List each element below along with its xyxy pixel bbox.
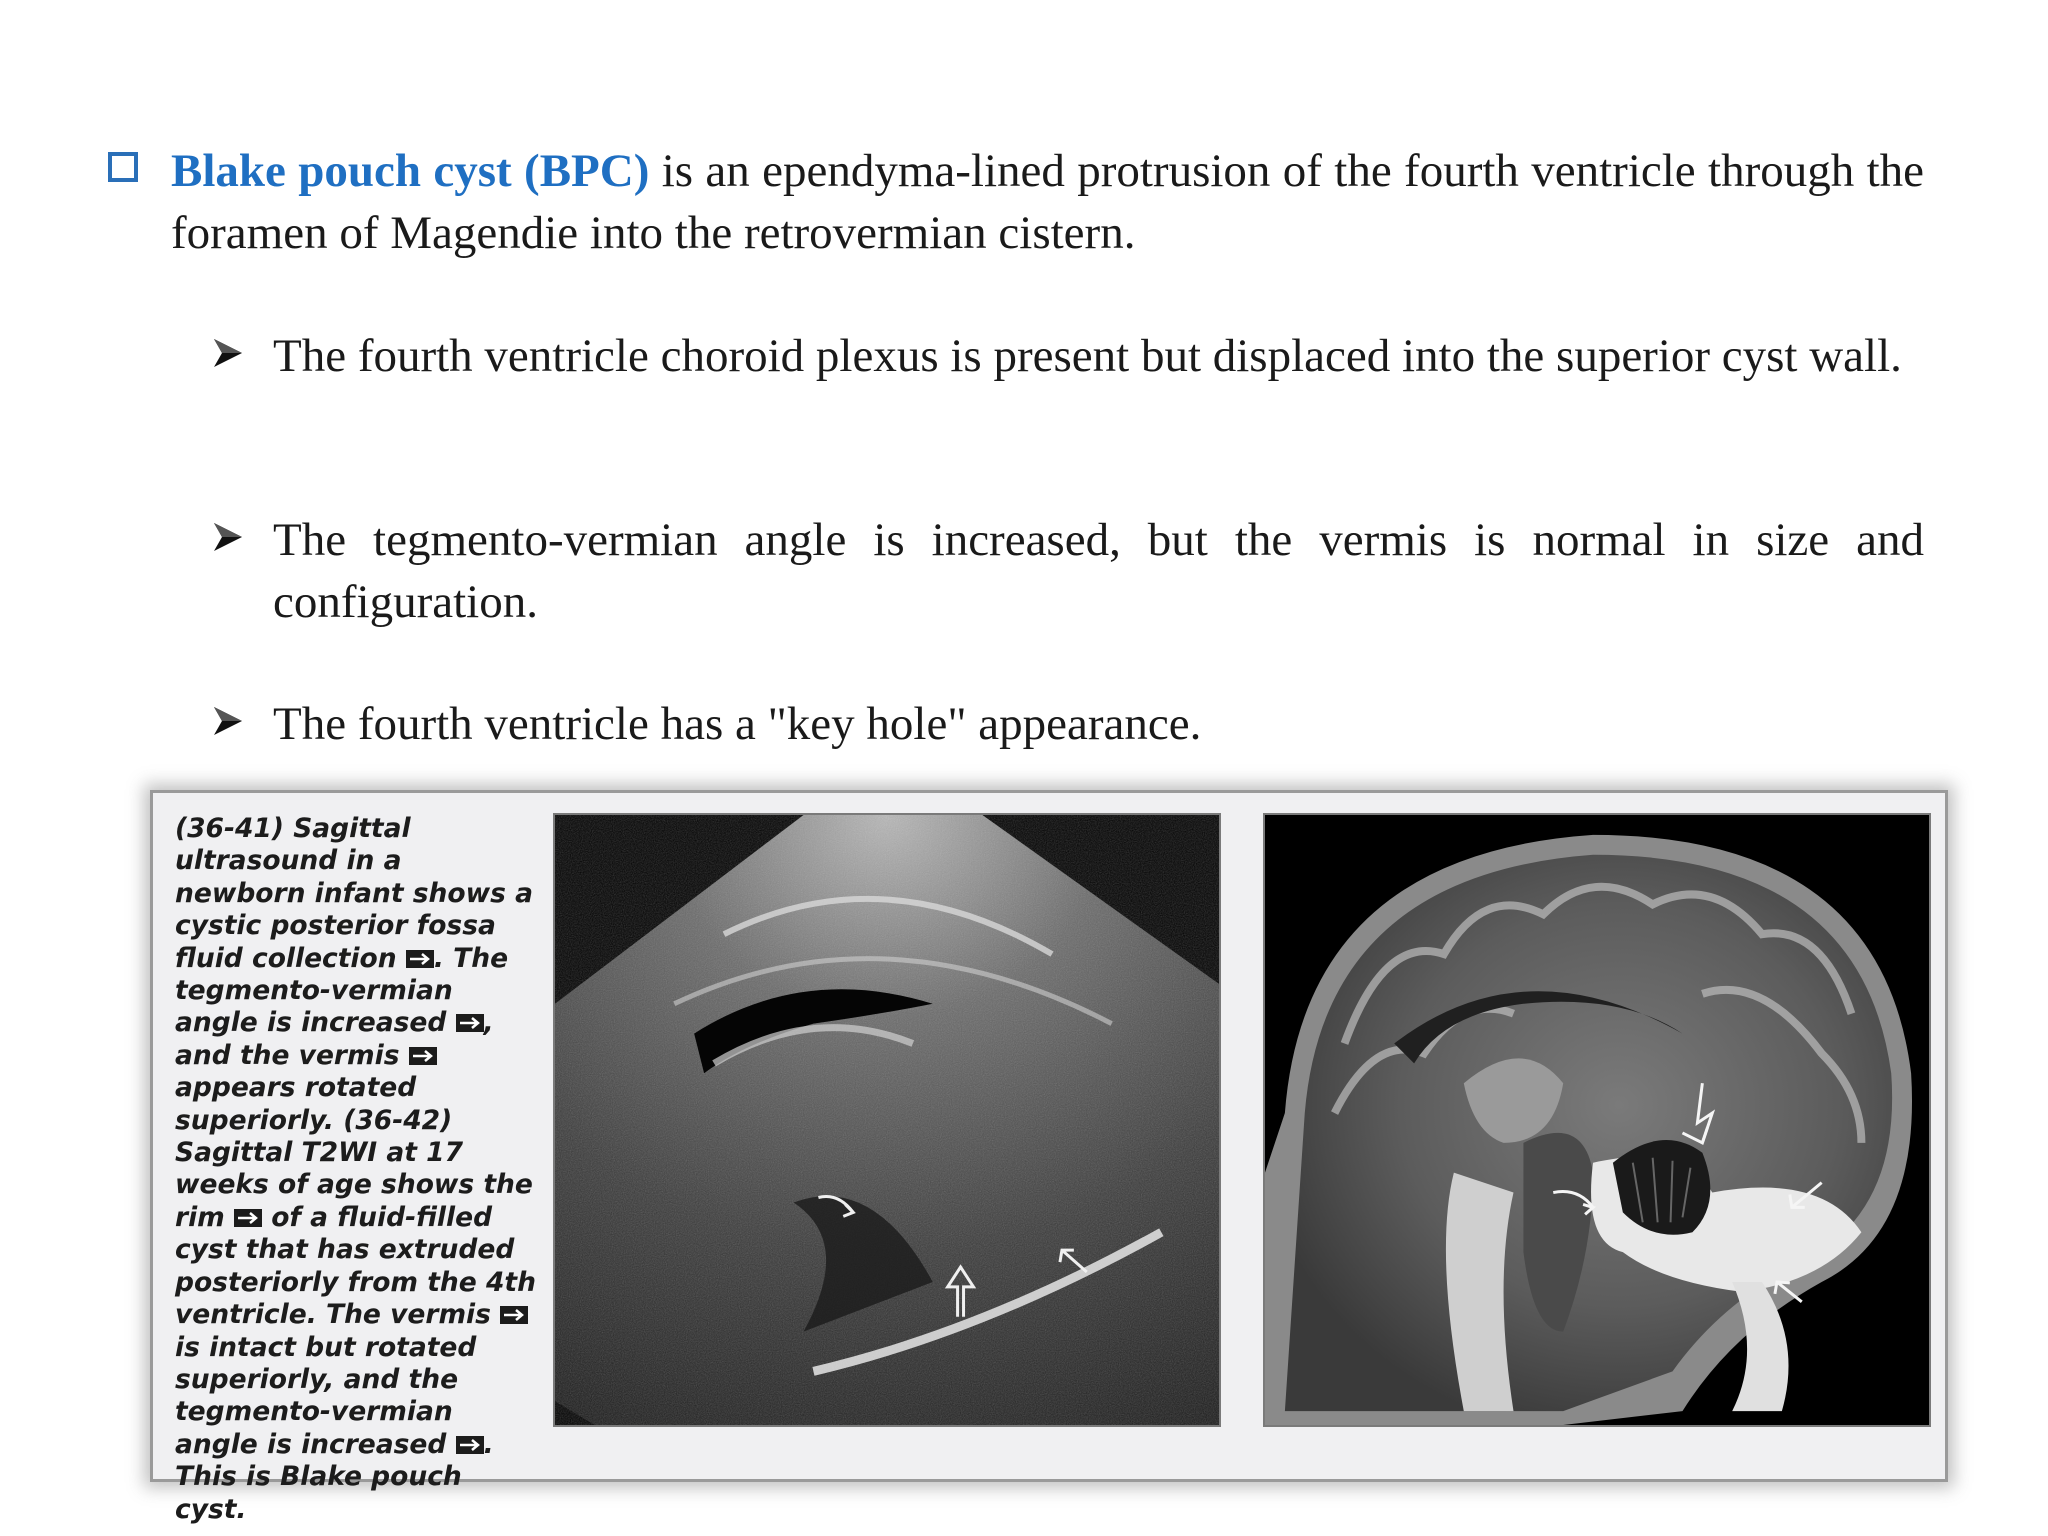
arrow-glyph-icon xyxy=(456,1014,484,1032)
caption-segment: (36-42) xyxy=(343,1104,453,1136)
sub-bullet-text: The tegmento-vermian angle is increased, but the vermis is normal in size and configuration. xyxy=(273,514,1924,628)
arrow-icon xyxy=(210,703,246,739)
arrow-glyph-icon xyxy=(406,950,434,968)
sub-bullet xyxy=(210,325,1924,387)
term-blake-pouch-cyst: Blake pouch cyst (BPC) xyxy=(171,145,650,197)
figure-panel xyxy=(150,790,1948,1525)
caption-segment: (36-41) xyxy=(175,813,284,844)
main-bullet xyxy=(108,140,1924,264)
arrow-glyph-icon xyxy=(500,1306,528,1324)
main-bullet-definition: is an ependyma-lined protrusion of the fourth ventricle through the foramen of Magendie into the retrovermian cistern. xyxy=(171,145,1924,259)
caption-segment: Sagittal T2WI at 17 weeks of age shows the rim xyxy=(175,1137,533,1233)
sub-bullet-text: The fourth ventricle has a "key hole" appearance. xyxy=(273,698,1202,750)
caption-segment: of a fluid-filled cyst that has extruded posteriorly from the 4th ventricle. The vermis xyxy=(175,1201,536,1331)
caption-segment: Sagittal ultrasound in a newborn infant shows a cystic posterior fossa fluid collection xyxy=(175,813,533,974)
caption-segment: . This is Blake pouch cyst. xyxy=(175,1428,494,1525)
ultrasound-image xyxy=(553,813,1221,1427)
main-bullet-text xyxy=(171,140,1924,264)
caption-segment: appears rotated superiorly. xyxy=(175,1072,417,1136)
arrow-icon xyxy=(210,519,246,555)
sub-bullet-text: The fourth ventricle choroid plexus is present but displaced into the superior cyst wall. xyxy=(273,330,1902,382)
figure-caption xyxy=(175,813,540,1526)
arrow-glyph-icon xyxy=(234,1209,262,1227)
arrow-icon xyxy=(210,335,246,371)
arrow-glyph-icon xyxy=(456,1436,484,1454)
sub-bullet xyxy=(210,509,1924,633)
caption-segment: is intact but rotated superiorly, and the tegmento-vermian angle is increased xyxy=(175,1331,477,1460)
mri-image xyxy=(1263,813,1931,1427)
caption-segment: , and the vermis xyxy=(175,1007,494,1071)
caption-segment: . The tegmento-vermian angle is increased xyxy=(175,942,509,1039)
sub-bullet xyxy=(210,693,1924,755)
arrow-glyph-icon xyxy=(409,1047,437,1065)
checkbox-icon xyxy=(108,152,138,182)
